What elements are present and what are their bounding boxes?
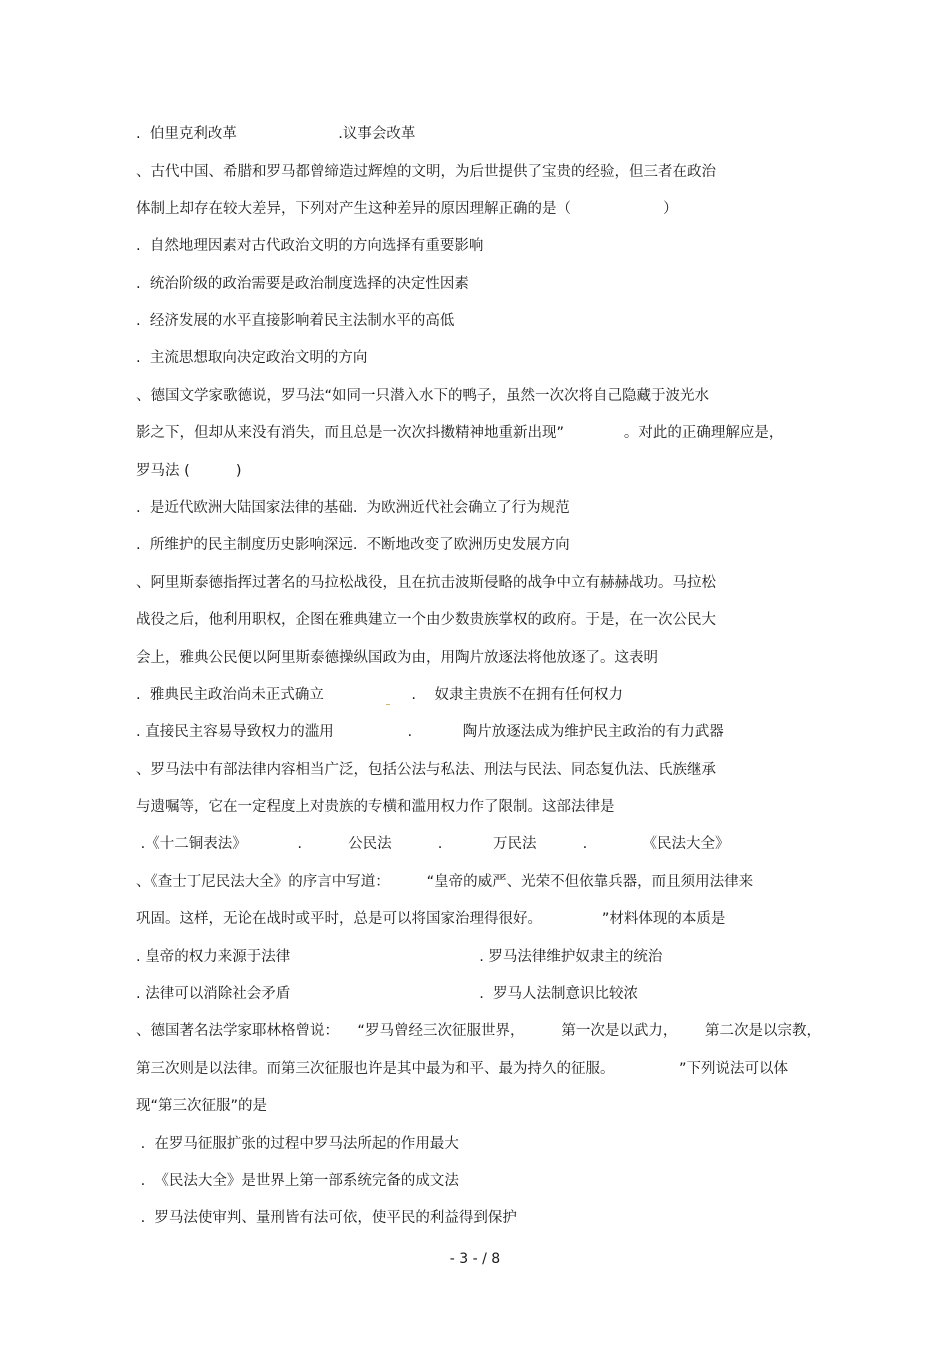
text-line: 、罗马法中有部法律内容相当广泛，包括公法与私法、刑法与民法、同态复仇法、氏族继承: [136, 762, 716, 778]
text-line: . 统治阶级的政治需要是政治制度选择的决定性因素: [136, 276, 469, 292]
text-line: . 直接民主容易导致权力的滥用 . 陶片放逐法成为维护民主政治的有力武器: [136, 724, 724, 740]
text-line: . 是近代欧洲大陆国家法律的基础. 为欧洲近代社会确立了行为规范: [136, 500, 570, 516]
text-line: 体制上却存在较大差异，下列对产生这种差异的原因理解正确的是（ ）: [136, 201, 678, 217]
text-line: 、阿里斯泰德指挥过著名的马拉松战役，且在抗击波斯侵略的战争中立有赫赫战功。马拉松: [136, 575, 716, 591]
text-line: . 法律可以消除社会矛盾 . 罗马人法制意识比较浓: [136, 986, 639, 1002]
text-line: 、德国著名法学家耶林格曾说： “罗马曾经三次征服世界， 第一次是以武力， 第二次是以宗教，: [136, 1023, 821, 1039]
text-line: 、古代中国、希腊和罗马都曾缔造过辉煌的文明，为后世提供了宝贵的经验，但三者在政治: [136, 164, 716, 180]
text-line: . 雅典民主政治尚未正式确立 . 奴隶主贵族不在拥有任何权力: [136, 687, 623, 703]
text-line: . 罗马法使审判、量刑皆有法可依，使平民的利益得到保护: [136, 1210, 517, 1226]
text-line: 罗马法 ( ): [136, 463, 242, 479]
text-line: 会上，雅典公民便以阿里斯泰德操纵国政为由，用陶片放逐法将他放逐了。这表明: [136, 650, 658, 666]
text-line: . 在罗马征服扩张的过程中罗马法所起的作用最大: [136, 1136, 459, 1152]
text-line: . 经济发展的水平直接影响着民主法制水平的高低: [136, 313, 455, 329]
text-line: 与遗嘱等，它在一定程度上对贵族的专横和滥用权力作了限制。这部法律是: [136, 799, 615, 815]
text-line: . 皇帝的权力来源于法律 . 罗马法律维护奴隶主的统治: [136, 949, 663, 965]
text-line: . 伯里克利改革 .议事会改革: [136, 126, 416, 142]
text-line: . 主流思想取向决定政治文明的方向: [136, 350, 368, 366]
text-line: 、德国文学家歌德说，罗马法“如同一只潜入水下的鸭子，虽然一次次将自己隐藏于波光水: [136, 388, 710, 404]
text-line: 战役之后，他利用职权，企图在雅典建立一个由少数贵族掌权的政府。于是，在一次公民大: [136, 612, 716, 628]
page-number: - 3 - / 8: [449, 1251, 501, 1267]
text-line: . 所维护的民主制度历史影响深远. 不断地改变了欧洲历史发展方向: [136, 537, 570, 553]
ink-mark: [386, 704, 390, 705]
text-line: . 《民法大全》是世界上第一部系统完备的成文法: [136, 1173, 459, 1189]
text-line: 现“第三次征服”的是: [136, 1098, 268, 1114]
text-line: 、《查士丁尼民法大全》的序言中写道： “皇帝的威严、光荣不但依靠兵器，而且须用法律来: [136, 874, 754, 890]
text-line: .《十二铜表法》 . 公民法 . 万民法 . 《民法大全》: [136, 836, 730, 852]
text-line: 第三次则是以法律。而第三次征服也许是其中最为和平、最为持久的征服。 ”下列说法可以体: [136, 1061, 789, 1077]
text-line: . 自然地理因素对古代政治文明的方向选择有重要影响: [136, 238, 484, 254]
text-line: 巩固。这样，无论在战时或平时，总是可以将国家治理得很好。 ”材料体现的本质是: [136, 911, 726, 927]
text-line: 影之下，但却从来没有消失，而且总是一次次抖擞精神地重新出现” 。对此的正确理解应是，: [136, 425, 784, 441]
